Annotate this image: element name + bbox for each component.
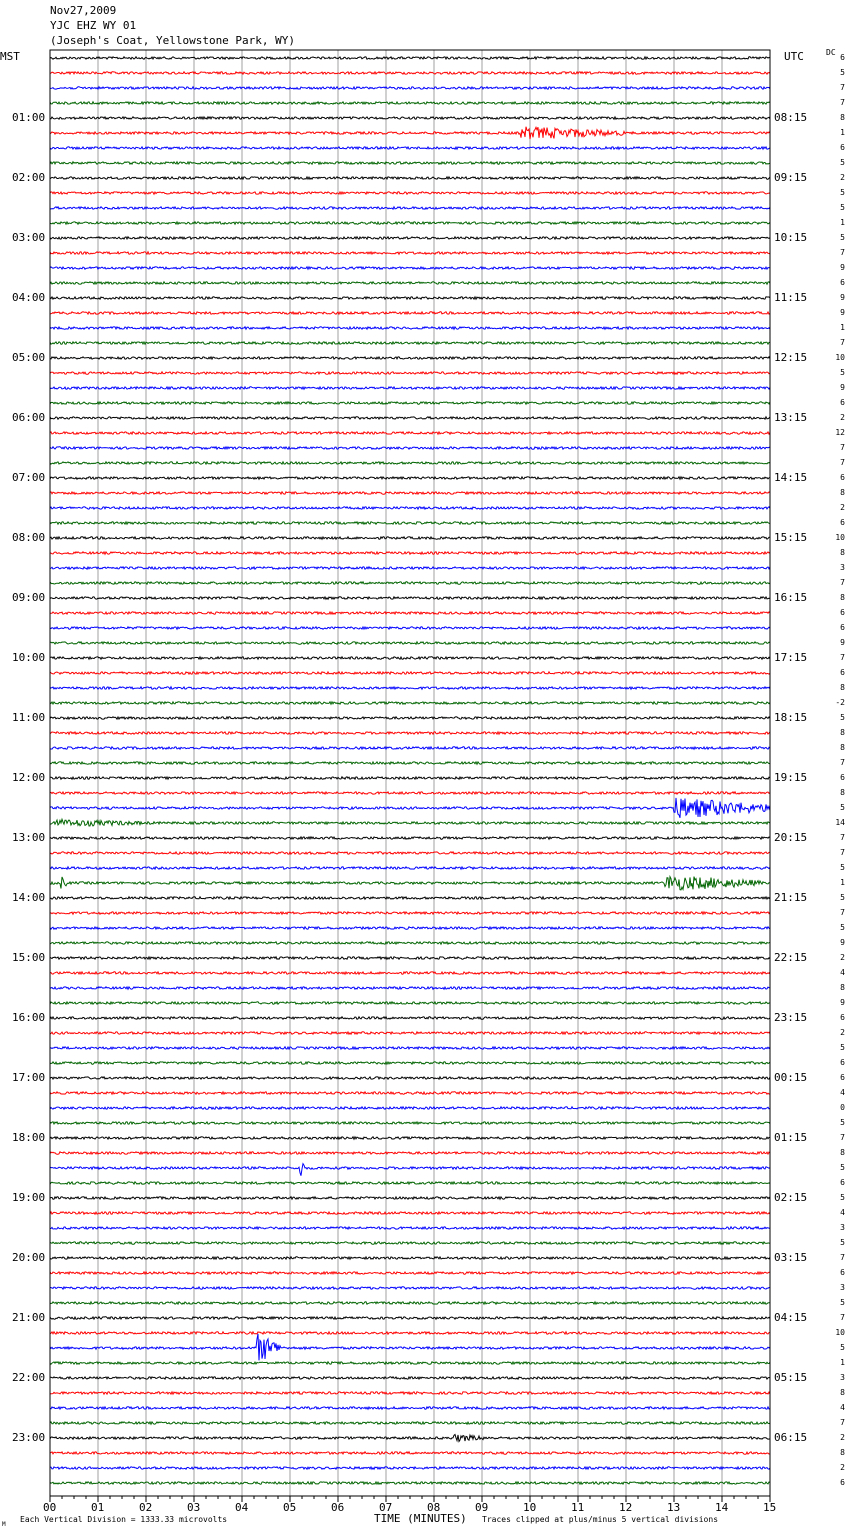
trace-row xyxy=(50,1152,770,1154)
dc-offset: 4 xyxy=(840,1088,845,1097)
dc-offset: 6 xyxy=(840,1073,845,1082)
trace-row xyxy=(50,507,770,509)
trace-row xyxy=(50,942,770,944)
x-tick-label: 06 xyxy=(331,1501,345,1514)
x-tick-label: 09 xyxy=(475,1501,489,1514)
mst-hour-label: 21:00 xyxy=(12,1311,46,1324)
trace-row xyxy=(50,162,770,164)
dc-offset: 5 xyxy=(840,233,845,242)
trace-row xyxy=(50,1032,770,1034)
trace-row xyxy=(50,1332,770,1334)
x-tick-label: 08 xyxy=(427,1501,441,1514)
trace-row xyxy=(50,117,770,119)
trace-row xyxy=(50,762,770,764)
trace-row xyxy=(50,612,770,614)
dc-offset: 7 xyxy=(840,653,845,662)
mst-hour-label: 22:00 xyxy=(12,1371,46,1384)
utc-hour-label: 06:15 xyxy=(774,1431,808,1444)
trace-row xyxy=(50,717,770,719)
trace-row xyxy=(50,897,770,899)
dc-offset: 7 xyxy=(840,98,845,107)
mst-hour-label: 01:00 xyxy=(12,111,46,124)
dc-offset: 1 xyxy=(840,218,845,227)
trace-row xyxy=(50,1334,770,1361)
trace-row xyxy=(50,312,770,314)
utc-hour-label: 22:15 xyxy=(774,951,808,964)
dc-offset: 0 xyxy=(840,1103,845,1112)
dc-offset: 7 xyxy=(840,458,845,467)
trace-row xyxy=(50,1407,770,1409)
dc-offset: 3 xyxy=(840,1373,845,1382)
right-axis-label: UTC xyxy=(784,50,804,63)
trace-row xyxy=(50,657,770,659)
trace-row xyxy=(50,1077,770,1079)
trace-row xyxy=(50,957,770,959)
dc-offset: 5 xyxy=(840,68,845,77)
trace-row xyxy=(50,1137,770,1139)
trace-row xyxy=(50,252,770,254)
utc-hour-label: 05:15 xyxy=(774,1371,808,1384)
trace-row xyxy=(50,1452,770,1454)
dc-offset: 6 xyxy=(840,1058,845,1067)
dc-offset: 6 xyxy=(840,623,845,632)
utc-hour-label: 11:15 xyxy=(774,291,808,304)
scale-note: Each Vertical Division = 1333.33 microvolts xyxy=(20,1515,228,1524)
dc-offset: 6 xyxy=(840,1013,845,1022)
dc-offset: 7 xyxy=(840,338,845,347)
dc-offset: 6 xyxy=(840,608,845,617)
trace-row xyxy=(50,852,770,854)
dc-offset: 9 xyxy=(840,383,845,392)
mst-hour-label: 15:00 xyxy=(12,951,46,964)
dc-offset: 6 xyxy=(840,143,845,152)
trace-row xyxy=(50,597,770,599)
mst-hour-label: 18:00 xyxy=(12,1131,46,1144)
utc-hour-label: 08:15 xyxy=(774,111,808,124)
trace-row xyxy=(50,127,770,139)
dc-offset: 7 xyxy=(840,578,845,587)
trace-row xyxy=(50,1482,770,1484)
mst-hour-label: 02:00 xyxy=(12,171,46,184)
dc-offset: 7 xyxy=(840,1133,845,1142)
dc-offset: 4 xyxy=(840,1403,845,1412)
dc-offset: 2 xyxy=(840,953,845,962)
dc-offset: 10 xyxy=(835,353,845,362)
utc-hour-label: 04:15 xyxy=(774,1311,808,1324)
x-tick-label: 03 xyxy=(187,1501,201,1514)
mst-hour-label: 20:00 xyxy=(12,1251,46,1264)
dc-offset: 8 xyxy=(840,1388,845,1397)
mst-hour-label: 08:00 xyxy=(12,531,46,544)
trace-row xyxy=(50,372,770,374)
trace-row xyxy=(50,177,770,179)
dc-offset: 5 xyxy=(840,203,845,212)
trace-row xyxy=(50,687,770,689)
trace-row xyxy=(50,1122,770,1124)
dc-offset: 6 xyxy=(840,1478,845,1487)
trace-row xyxy=(50,1435,770,1442)
header-location: (Joseph's Coat, Yellowstone Park, WY) xyxy=(50,34,296,47)
trace-row xyxy=(50,1257,770,1259)
dc-offset: 3 xyxy=(840,1223,845,1232)
header-date: Nov27,2009 xyxy=(50,4,117,17)
trace-row xyxy=(50,1362,770,1364)
dc-offset: 12 xyxy=(835,428,845,437)
x-tick-label: 05 xyxy=(283,1501,297,1514)
trace-row xyxy=(50,192,770,194)
dc-offset: 2 xyxy=(840,503,845,512)
trace-row xyxy=(50,222,770,224)
trace-row xyxy=(50,1227,770,1229)
trace-row xyxy=(50,552,770,554)
trace-row xyxy=(50,747,770,749)
dc-label: DC xyxy=(826,48,836,57)
dc-offset: 9 xyxy=(840,308,845,317)
x-axis-title: TIME (MINUTES) xyxy=(374,1512,467,1525)
dc-offset: 5 xyxy=(840,863,845,872)
trace-row xyxy=(50,867,770,869)
x-tick-label: 01 xyxy=(91,1501,105,1514)
utc-hour-label: 02:15 xyxy=(774,1191,808,1204)
dc-offset: 8 xyxy=(840,548,845,557)
trace-row xyxy=(50,819,770,826)
trace-row xyxy=(50,642,770,644)
trace-row xyxy=(50,282,770,284)
dc-offset: 9 xyxy=(840,263,845,272)
utc-hour-label: 01:15 xyxy=(774,1131,808,1144)
dc-offset: 8 xyxy=(840,728,845,737)
trace-row xyxy=(50,792,770,794)
dc-offset: 8 xyxy=(840,743,845,752)
trace-row xyxy=(50,1287,770,1289)
dc-offset: 8 xyxy=(840,113,845,122)
trace-row xyxy=(50,732,770,734)
dc-offset: 2 xyxy=(840,173,845,182)
trace-row xyxy=(50,87,770,89)
trace-row xyxy=(50,1047,770,1049)
dc-offset: 6 xyxy=(840,773,845,782)
dc-offset: 9 xyxy=(840,638,845,647)
dc-offset: 5 xyxy=(840,368,845,377)
trace-row xyxy=(50,147,770,149)
dc-offset: 5 xyxy=(840,893,845,902)
trace-row xyxy=(50,102,770,104)
dc-offset: 1 xyxy=(840,128,845,137)
trace-row xyxy=(50,327,770,329)
x-tick-label: 12 xyxy=(619,1501,633,1514)
trace-row xyxy=(50,1062,770,1064)
trace-row xyxy=(50,1212,770,1214)
trace-row xyxy=(50,387,770,389)
trace-row xyxy=(50,1272,770,1274)
trace-row xyxy=(50,1422,770,1424)
utc-hour-label: 16:15 xyxy=(774,591,808,604)
trace-row xyxy=(50,477,770,479)
dc-offset: 9 xyxy=(840,293,845,302)
utc-hour-label: 20:15 xyxy=(774,831,808,844)
dc-offset: 5 xyxy=(840,1343,845,1352)
mst-hour-label: 23:00 xyxy=(12,1431,46,1444)
dc-offset: 6 xyxy=(840,398,845,407)
x-tick-label: 13 xyxy=(667,1501,681,1514)
mst-hour-label: 05:00 xyxy=(12,351,46,364)
trace-row xyxy=(50,1467,770,1469)
dc-offset: 8 xyxy=(840,488,845,497)
dc-offset: 5 xyxy=(840,803,845,812)
utc-hour-label: 21:15 xyxy=(774,891,808,904)
dc-offset: 7 xyxy=(840,908,845,917)
trace-row xyxy=(50,357,770,359)
dc-offset: 1 xyxy=(840,323,845,332)
mst-hour-label: 10:00 xyxy=(12,651,46,664)
dc-offset: 6 xyxy=(840,53,845,62)
dc-offset: 8 xyxy=(840,983,845,992)
utc-hour-label: 18:15 xyxy=(774,711,808,724)
dc-offset: 7 xyxy=(840,758,845,767)
dc-offset: 9 xyxy=(840,998,845,1007)
trace-row xyxy=(50,72,770,74)
trace-row xyxy=(50,798,770,818)
trace-row xyxy=(50,777,770,779)
mst-hour-label: 11:00 xyxy=(12,711,46,724)
dc-offset: 5 xyxy=(840,1238,845,1247)
utc-hour-label: 13:15 xyxy=(774,411,808,424)
trace-row xyxy=(50,582,770,584)
dc-offset: 8 xyxy=(840,788,845,797)
dc-offset: 9 xyxy=(840,938,845,947)
trace-row xyxy=(50,237,770,239)
trace-row xyxy=(50,627,770,629)
dc-offset: 6 xyxy=(840,518,845,527)
trace-row xyxy=(50,207,770,209)
trace-rows xyxy=(50,57,770,1484)
trace-row xyxy=(50,912,770,914)
left-axis-label: MST xyxy=(0,50,20,63)
dc-offset: 5 xyxy=(840,158,845,167)
trace-row xyxy=(50,877,770,890)
utc-hour-label: 03:15 xyxy=(774,1251,808,1264)
dc-offset: 5 xyxy=(840,1193,845,1202)
trace-row xyxy=(50,522,770,524)
dc-offset: 5 xyxy=(840,923,845,932)
utc-hour-label: 00:15 xyxy=(774,1071,808,1084)
trace-row xyxy=(50,1242,770,1244)
trace-row xyxy=(50,837,770,839)
trace-row xyxy=(50,1377,770,1379)
mst-hour-label: 19:00 xyxy=(12,1191,46,1204)
dc-offset: 2 xyxy=(840,1433,845,1442)
trace-row xyxy=(50,267,770,269)
dc-offset: 5 xyxy=(840,713,845,722)
dc-offset: -2 xyxy=(835,698,845,707)
dc-offset: 2 xyxy=(840,413,845,422)
trace-row xyxy=(50,1017,770,1019)
dc-offset: 7 xyxy=(840,1253,845,1262)
trace-row xyxy=(50,1182,770,1184)
mst-hour-label: 17:00 xyxy=(12,1071,46,1084)
dc-offset: 10 xyxy=(835,533,845,542)
dc-offset: 7 xyxy=(840,833,845,842)
dc-offset: 5 xyxy=(840,1043,845,1052)
x-tick-label: 10 xyxy=(523,1501,537,1514)
trace-row xyxy=(50,432,770,434)
trace-row xyxy=(50,672,770,674)
utc-hour-label: 23:15 xyxy=(774,1011,808,1024)
utc-hour-label: 17:15 xyxy=(774,651,808,664)
trace-row xyxy=(50,447,770,449)
x-tick-label: 07 xyxy=(379,1501,393,1514)
dc-offset: 6 xyxy=(840,668,845,677)
x-tick-label: 11 xyxy=(571,1501,585,1514)
x-tick-label: 00 xyxy=(43,1501,57,1514)
header-station: YJC EHZ WY 01 xyxy=(50,19,137,32)
trace-row xyxy=(50,342,770,344)
trace-row xyxy=(50,1164,770,1176)
corner-mark: M xyxy=(2,1521,6,1528)
mst-hour-label: 04:00 xyxy=(12,291,46,304)
dc-offset: 1 xyxy=(840,878,845,887)
trace-row xyxy=(50,462,770,464)
mst-hour-label: 03:00 xyxy=(12,231,46,244)
utc-hour-label: 14:15 xyxy=(774,471,808,484)
trace-row xyxy=(50,1197,770,1199)
trace-row xyxy=(50,1002,770,1004)
utc-hour-label: 09:15 xyxy=(774,171,808,184)
dc-offset: 3 xyxy=(840,1283,845,1292)
mst-hour-label: 12:00 xyxy=(12,771,46,784)
trace-row xyxy=(50,1317,770,1319)
dc-offset: 5 xyxy=(840,188,845,197)
dc-offset: 7 xyxy=(840,83,845,92)
dc-offset: 14 xyxy=(835,818,845,827)
dc-offset: 6 xyxy=(840,1268,845,1277)
mst-hour-label: 09:00 xyxy=(12,591,46,604)
trace-row xyxy=(50,567,770,569)
x-tick-label: 04 xyxy=(235,1501,249,1514)
trace-row xyxy=(50,57,770,59)
dc-offset: 1 xyxy=(840,1358,845,1367)
x-axis xyxy=(50,1496,770,1502)
trace-row xyxy=(50,537,770,539)
dc-offset: 8 xyxy=(840,1448,845,1457)
dc-offset: 6 xyxy=(840,473,845,482)
trace-row xyxy=(50,702,770,704)
dc-offset: 3 xyxy=(840,563,845,572)
mst-hour-label: 14:00 xyxy=(12,891,46,904)
dc-offset: 5 xyxy=(840,1298,845,1307)
mst-hour-label: 07:00 xyxy=(12,471,46,484)
x-tick-label: 02 xyxy=(139,1501,153,1514)
trace-row xyxy=(50,1392,770,1394)
dc-offset: 7 xyxy=(840,248,845,257)
dc-offset: 6 xyxy=(840,1178,845,1187)
utc-hour-label: 10:15 xyxy=(774,231,808,244)
utc-hour-label: 12:15 xyxy=(774,351,808,364)
dc-offset: 2 xyxy=(840,1028,845,1037)
mst-hour-label: 13:00 xyxy=(12,831,46,844)
dc-offset: 7 xyxy=(840,1313,845,1322)
dc-offset: 8 xyxy=(840,1148,845,1157)
trace-row xyxy=(50,1107,770,1109)
trace-row xyxy=(50,492,770,494)
trace-row xyxy=(50,987,770,989)
dc-offset: 8 xyxy=(840,593,845,602)
trace-row xyxy=(50,1092,770,1094)
dc-offset: 7 xyxy=(840,848,845,857)
dc-offset: 5 xyxy=(840,1118,845,1127)
dc-offset: 7 xyxy=(840,1418,845,1427)
trace-row xyxy=(50,402,770,404)
x-tick-label: 14 xyxy=(715,1501,729,1514)
dc-offset: 2 xyxy=(840,1463,845,1472)
utc-hour-label: 15:15 xyxy=(774,531,808,544)
dc-offset: 7 xyxy=(840,443,845,452)
dc-offset: 6 xyxy=(840,278,845,287)
utc-hour-label: 19:15 xyxy=(774,771,808,784)
trace-row xyxy=(50,972,770,974)
trace-row xyxy=(50,927,770,929)
mst-hour-label: 06:00 xyxy=(12,411,46,424)
trace-row xyxy=(50,297,770,299)
dc-offset: 4 xyxy=(840,968,845,977)
trace-row xyxy=(50,1302,770,1304)
dc-offset: 5 xyxy=(840,1163,845,1172)
mst-hour-label: 16:00 xyxy=(12,1011,46,1024)
x-tick-label: 15 xyxy=(763,1501,777,1514)
dc-offset: 8 xyxy=(840,683,845,692)
clip-note: Traces clipped at plus/minus 5 vertical divisions xyxy=(482,1515,719,1524)
trace-row xyxy=(50,417,770,419)
dc-offset: 4 xyxy=(840,1208,845,1217)
dc-offset: 10 xyxy=(835,1328,845,1337)
plot-frame xyxy=(50,50,770,1496)
